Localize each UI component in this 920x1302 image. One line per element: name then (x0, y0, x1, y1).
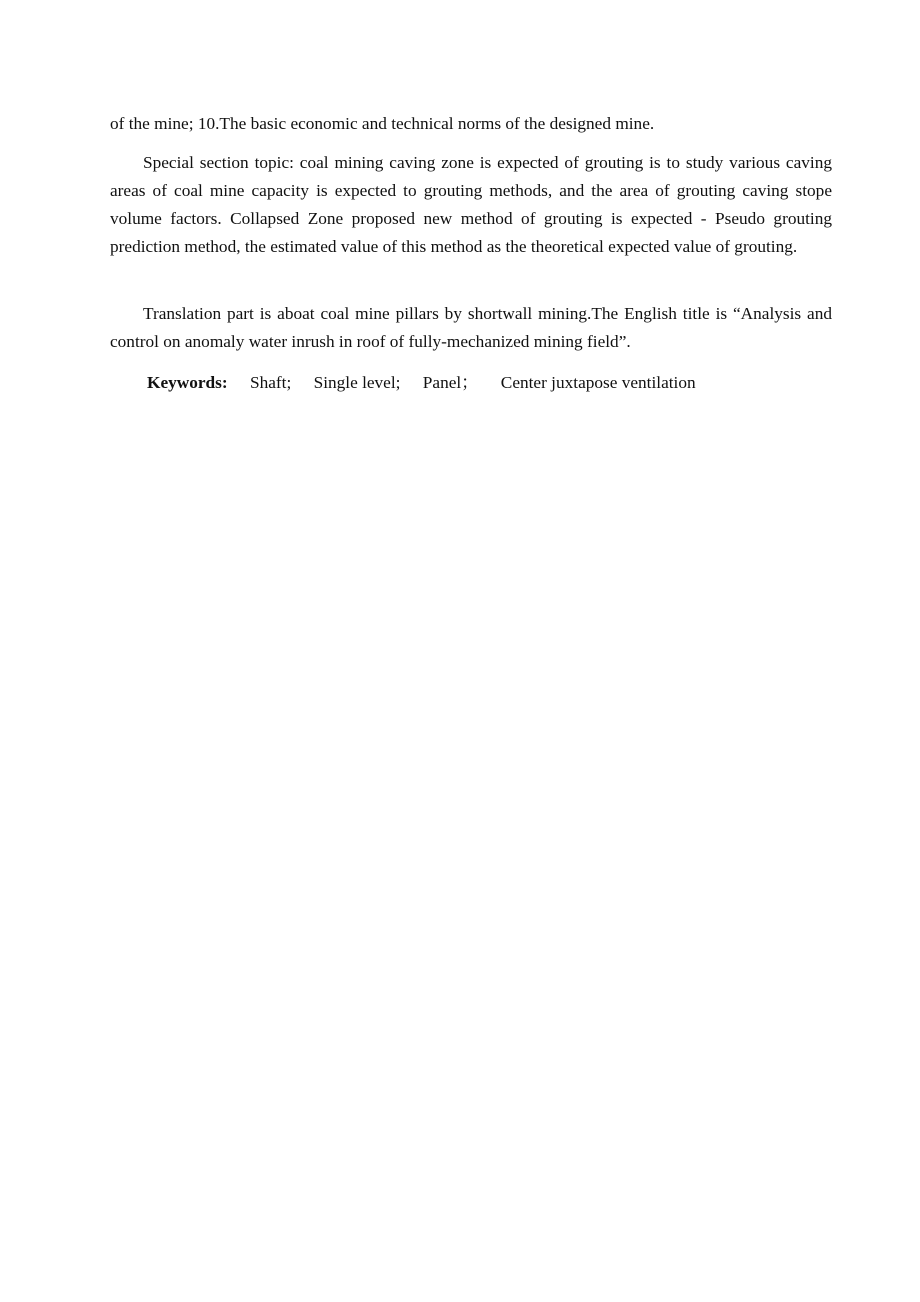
keyword-item: Single level; (313, 373, 401, 392)
keyword-item: Panel； (422, 373, 479, 392)
translation-paragraph: Translation part is aboat coal mine pillars by shortwall mining.The English title is “Analysis and control on anomaly water inrush in roof of fully-mechanized mining field”. (110, 304, 832, 351)
continuation-paragraph: of the mine; 10.The basic economic and technical norms of the designed mine. (110, 114, 655, 133)
special-section-paragraph: Special section topic: coal mining caving zone is expected of grouting is to study various caving areas of coal mine capacity is expected to grouting methods, and the area of grouting caving stope volume factors. Collapsed Zone proposed new method of grouting is expected - Pseudo grouting prediction method, the estimated value of this method as the theoretical expected value of grouting. (110, 153, 832, 256)
keywords-label: Keywords: (147, 373, 228, 392)
keywords-line (147, 369, 696, 397)
keyword-item: Shaft; (249, 373, 292, 392)
keyword-item: Center juxtapose ventilation (500, 373, 696, 392)
